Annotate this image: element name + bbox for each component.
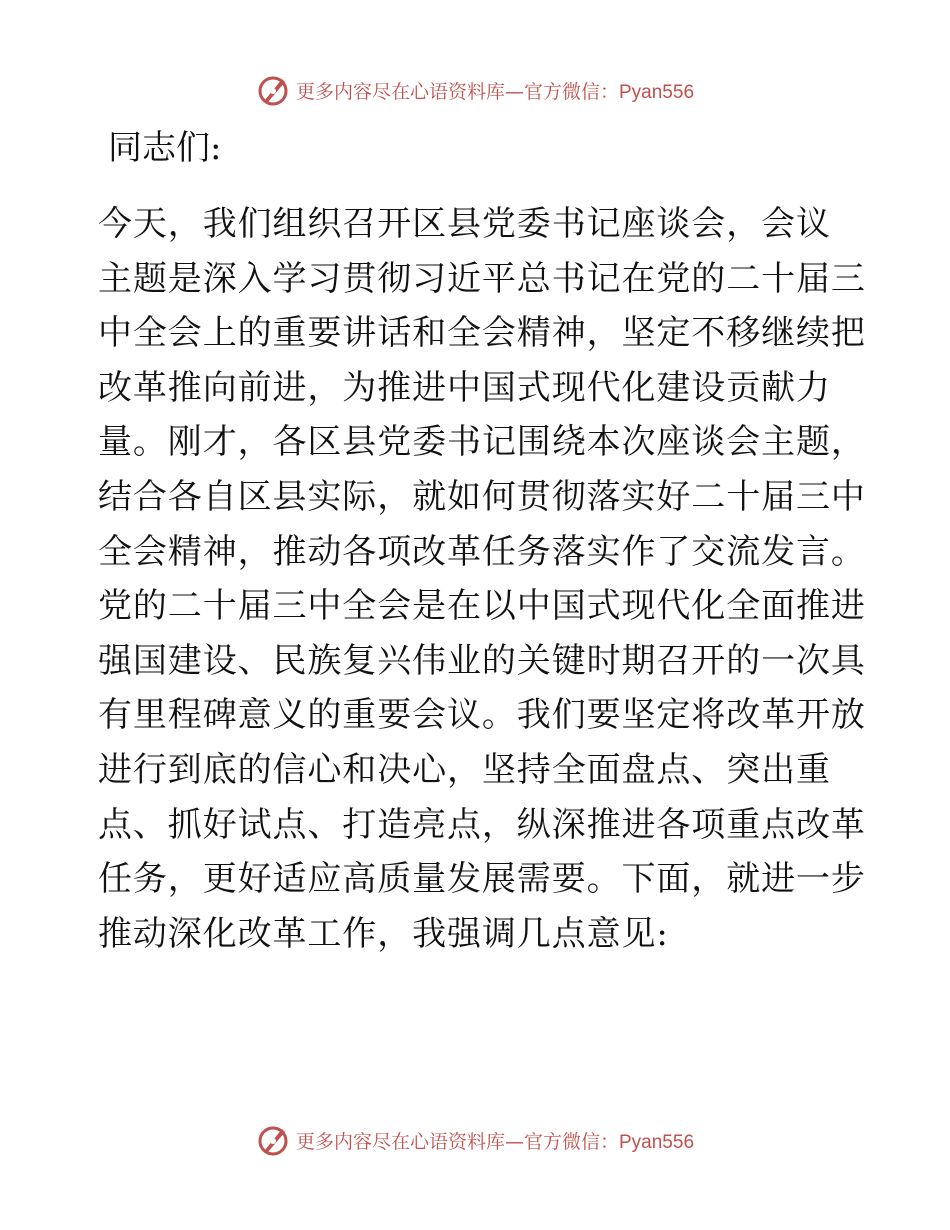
footer-banner [0, 1120, 950, 1160]
body-line: 主题是深入学习贯彻习近平总书记在党的二十届三 [98, 258, 866, 299]
header-banner-wechat-id: Pyan556 [619, 81, 695, 103]
header-banner-wechat-label: 官方微信： [523, 80, 619, 103]
footer-banner-separator: — [504, 1130, 524, 1153]
quill-pen-logo-icon [256, 73, 290, 107]
footer-banner-title: 更多内容尽在心语资料库 [295, 1130, 505, 1153]
body-line: 中全会上的重要讲话和全会精神，坚定不移继续把 [98, 313, 866, 354]
body-line: 改革推向前进，为推进中国式现代化建设贡献力 [98, 367, 831, 408]
body-line: 全会精神，推动各项改革任务落实作了交流发言。 [98, 531, 866, 572]
body-line: 今天，我们组织召开区县党委书记座谈会，会议 [98, 204, 831, 244]
body-line: 进行到底的信心和决心，坚持全面盘点、突出重 [98, 749, 831, 790]
footer-banner-wechat-id: Pyan556 [619, 1131, 695, 1153]
footer-banner-text [296, 1127, 694, 1154]
header-banner-title: 更多内容尽在心语资料库 [295, 80, 505, 103]
body-line: 强国建设、民族复兴伟业的关键时期召开的一次具 [98, 640, 866, 681]
quill-pen-logo-icon [256, 1123, 290, 1157]
body-line: 党的二十届三中全会是在以中国式现代化全面推进 [98, 586, 866, 627]
header-banner-separator: — [504, 80, 524, 103]
header-banner-text [296, 77, 694, 104]
document-body [98, 197, 866, 961]
footer-banner-wechat-label: 官方微信： [523, 1130, 619, 1153]
body-line: 任务，更好适应高质量发展需要。下面，就进一步 [98, 859, 866, 900]
body-line: 量。刚才，各区县党委书记围绕本次座谈会主题， [98, 422, 866, 463]
document-salutation: 同志们: [108, 128, 222, 168]
body-line: 点、抓好试点、打造亮点，纵深推进各项重点改革 [98, 804, 866, 845]
body-line: 推动深化改革工作，我强调几点意见: [98, 913, 669, 954]
body-line: 结合各自区县实际，就如何贯彻落实好二十届三中 [98, 476, 866, 517]
body-line: 有里程碑意义的重要会议。我们要坚定将改革开放 [98, 695, 866, 736]
header-banner [0, 70, 950, 110]
